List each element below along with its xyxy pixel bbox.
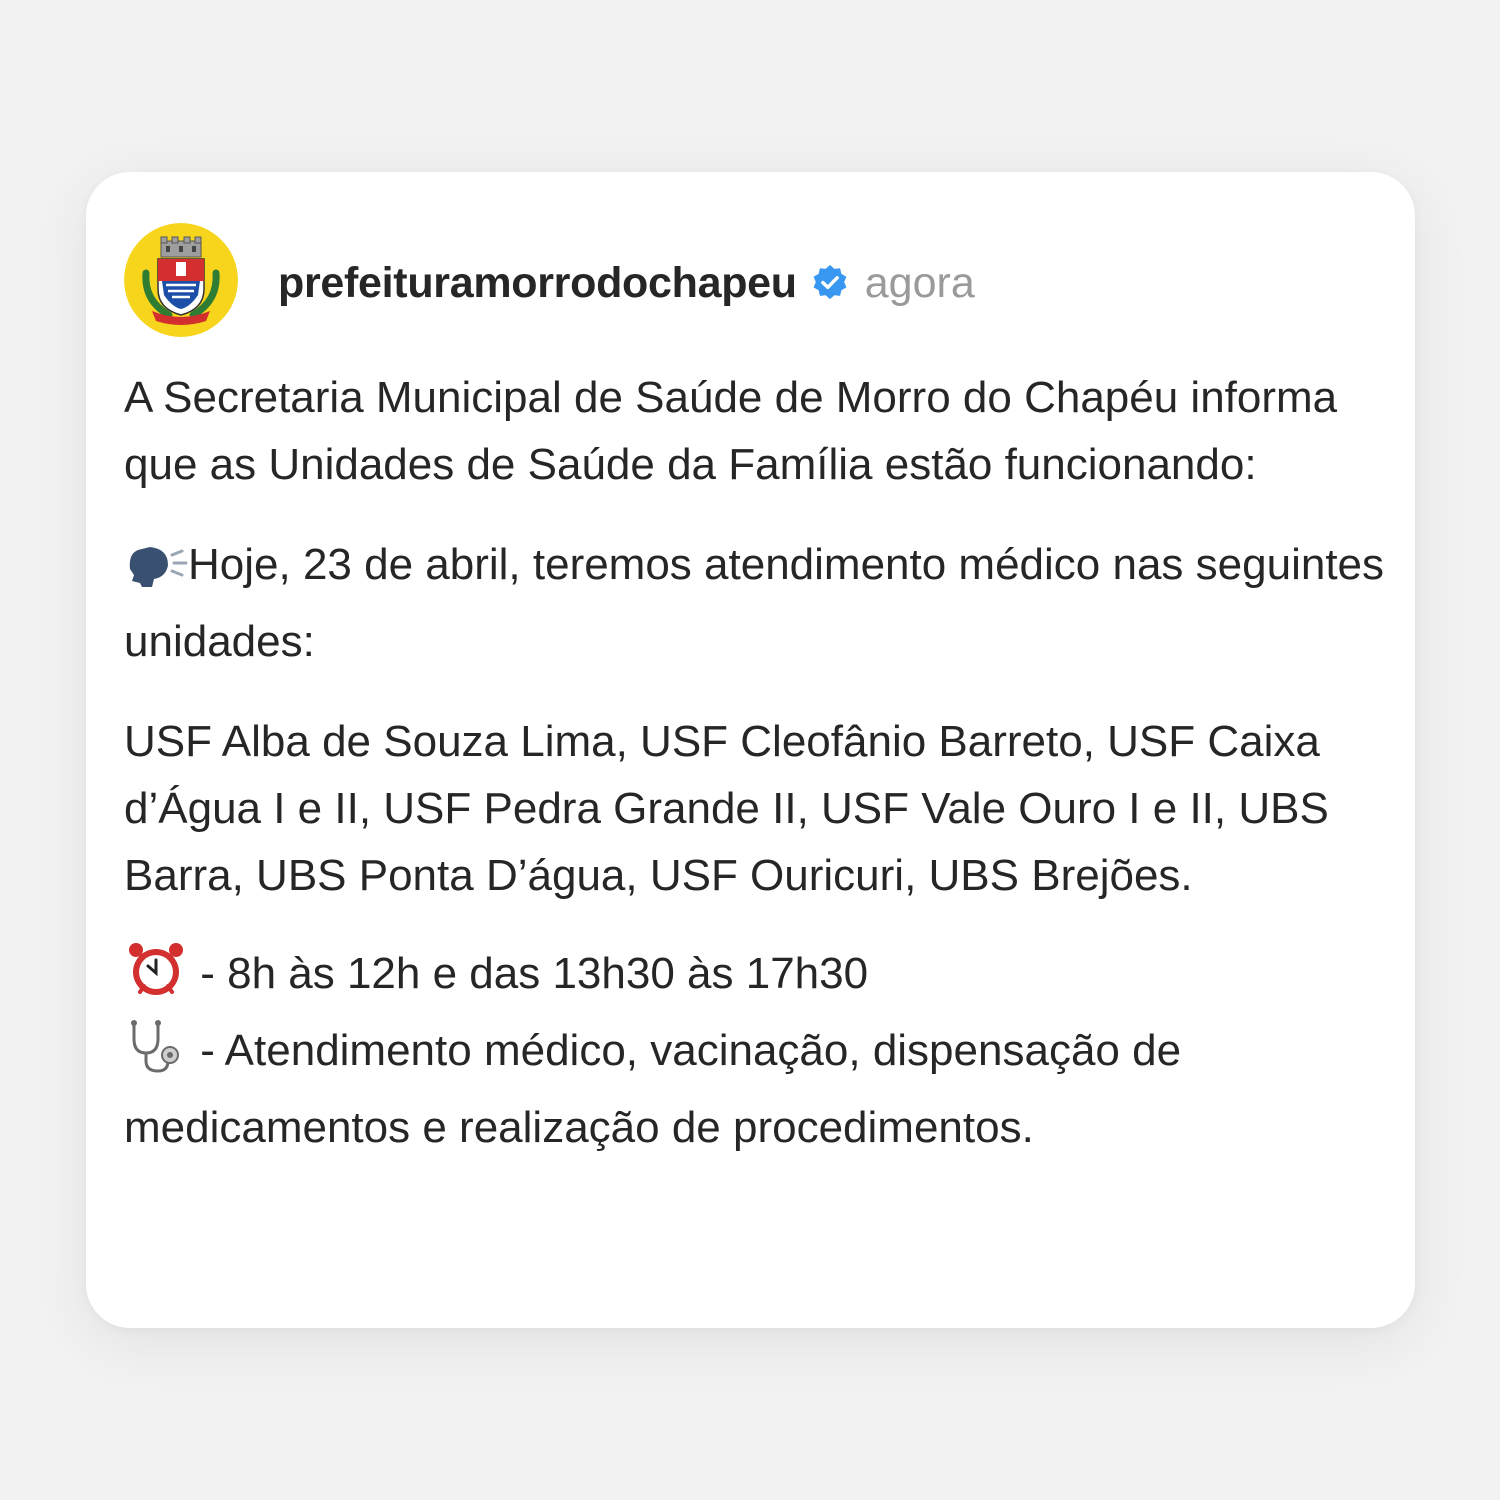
caption-today <box>124 531 1394 675</box>
caption-intro: A Secretaria Municipal de Saúde de Morro do Chapéu informa que as Unidades de Saúde da Família estão funcionando: <box>124 373 1338 489</box>
username-link[interactable]: prefeituramorrodochapeu <box>278 258 797 307</box>
speaking-head-icon <box>124 541 188 608</box>
alarm-clock-icon <box>124 940 188 1017</box>
avatar[interactable] <box>124 223 238 337</box>
caption-services <box>124 1017 1394 1161</box>
post-caption <box>124 364 1394 1161</box>
verified-badge-icon <box>811 264 849 302</box>
caption-units: USF Alba de Souza Lima, USF Cleofânio Barreto, USF Caixa d’Água I e II, USF Pedra Grande II, USF Vale Ouro I e II, UBS Barra, UBS Ponta D’água, USF Ouricuri, UBS Brejões. <box>124 717 1329 900</box>
services-text: - Atendimento médico, vacinação, dispensação de medicamentos e realização de procedimentos. <box>124 1026 1182 1152</box>
stethoscope-icon <box>124 1017 188 1094</box>
municipal-coat-of-arms-logo <box>124 223 238 337</box>
today-text: Hoje, 23 de abril, teremos atendimento médico nas seguintes unidades: <box>124 540 1385 666</box>
post-header <box>278 252 975 314</box>
post-card <box>86 172 1415 1328</box>
post-timestamp: agora <box>864 258 975 307</box>
caption-hours <box>124 940 1394 1017</box>
hours-text: - 8h às 12h e das 13h30 às 17h30 <box>188 949 869 998</box>
